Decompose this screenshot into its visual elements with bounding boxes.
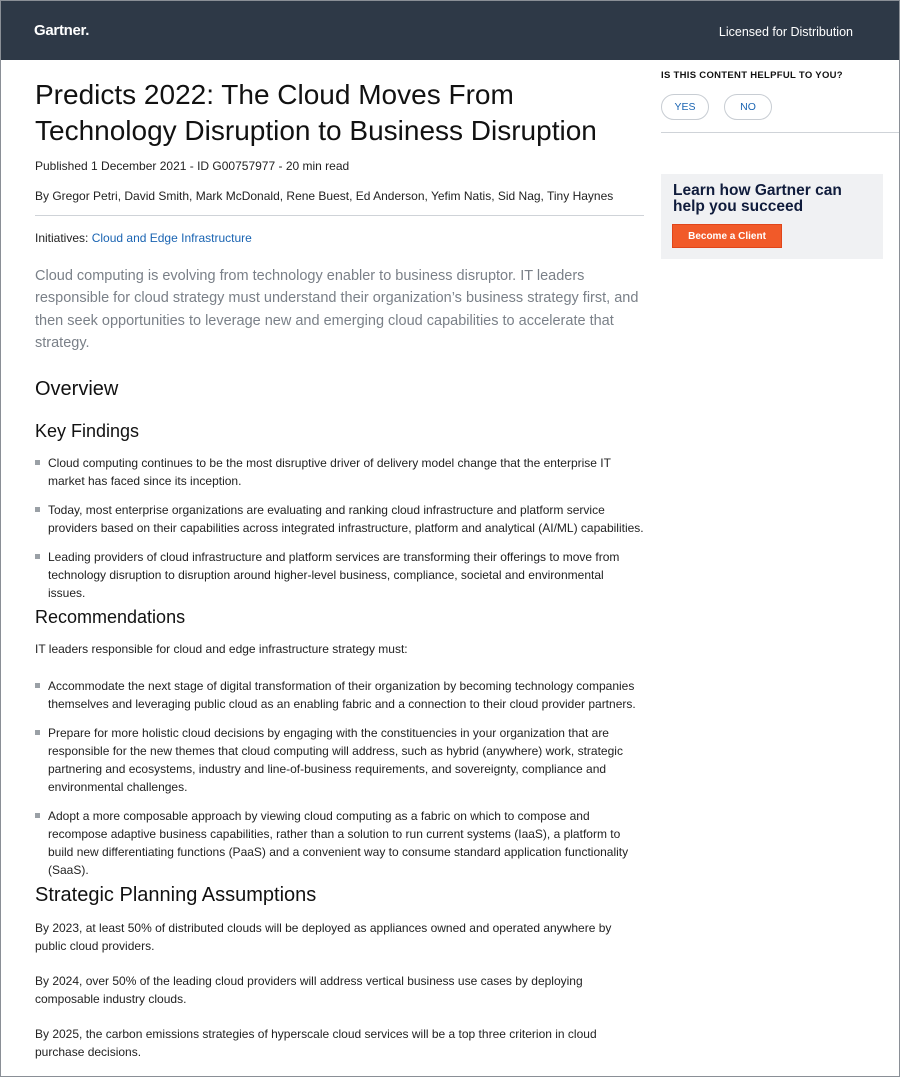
article-authors: By Gregor Petri, David Smith, Mark McDonald, Rene Buest, Ed Anderson, Yefim Natis, Sid Nag, Tiny Haynes xyxy=(35,189,614,203)
yes-button[interactable]: YES xyxy=(661,94,709,120)
overview-heading: Overview xyxy=(35,378,119,400)
sidebar-divider xyxy=(661,132,900,133)
list-item-text: Adopt a more composable approach by viewing cloud computing as a fabric on which to compose and recompose adaptive business capabilities, rather than a solution to run current systems (IaaS), a platform to build new differentiating functions (PaaS) and a convenient way to consume standard application functionality (SaaS). xyxy=(48,809,629,877)
no-button[interactable]: NO xyxy=(724,94,772,120)
list-item xyxy=(35,454,644,490)
initiatives-link[interactable]: Cloud and Edge Infrastructure xyxy=(91,231,252,245)
top-bar xyxy=(1,1,900,60)
bullet-square-icon xyxy=(35,813,40,818)
bullet-square-icon xyxy=(35,507,40,512)
list-item-text: Leading providers of cloud infrastructure and platform services are transforming their offerings to move from technology disruption to disruption around higher-level business, compliance, societal and environmental issues. xyxy=(48,550,620,600)
key-findings-heading: Key Findings xyxy=(35,421,140,441)
list-item-text: Cloud computing continues to be the most disruptive driver of delivery model change that the enterprise IT market has faced since its inception. xyxy=(48,456,611,488)
bullet-square-icon xyxy=(35,554,40,559)
header-divider xyxy=(35,215,644,216)
list-item xyxy=(35,807,644,879)
logo-text: Gartner xyxy=(34,22,86,39)
article-summary: Cloud computing is evolving from technology enabler to business disruptor. IT leaders responsible for cloud strategy must understand their organization’s business strategy first, and then seek opportunities to leverage new and emerging cloud capabilities to accelerate that strategy. xyxy=(35,268,639,351)
list-item xyxy=(35,548,644,602)
list-item xyxy=(35,501,644,537)
spa-heading: Strategic Planning Assumptions xyxy=(35,884,317,906)
initiatives-label: Initiatives: xyxy=(35,231,92,245)
initiatives xyxy=(35,231,252,245)
list-item xyxy=(35,724,644,796)
licensed-for-distribution: Licensed for Distribution xyxy=(718,25,853,39)
list-item xyxy=(35,677,644,713)
bullet-square-icon xyxy=(35,730,40,735)
spa-paragraph: By 2024, over 50% of the leading cloud providers will address vertical business use cases by deploying composable industry clouds. xyxy=(35,974,583,1006)
key-findings-list xyxy=(35,454,644,613)
bullet-square-icon xyxy=(35,683,40,688)
become-client-button[interactable]: Become a Client xyxy=(672,224,782,248)
list-item-text: Today, most enterprise organizations are evaluating and ranking cloud infrastructure and platform service providers based on their capabilities across integrated infrastructure, platform and analytical (AI/ML) capabilities. xyxy=(48,503,644,535)
promo-title: Learn how Gartner can help you succeed xyxy=(673,182,842,215)
spa-paragraph: By 2023, at least 50% of distributed clouds will be deployed as appliances owned and operated anywhere by public cloud providers. xyxy=(35,921,612,953)
helpful-question: IS THIS CONTENT HELPFUL TO YOU? xyxy=(661,70,843,81)
recommendations-intro: IT leaders responsible for cloud and edge infrastructure strategy must: xyxy=(35,642,408,656)
gartner-logo[interactable] xyxy=(34,22,89,39)
article-title: Predicts 2022: The Cloud Moves From Technology Disruption to Business Disruption xyxy=(35,79,597,146)
logo-dot: . xyxy=(85,22,90,39)
recommendations-heading: Recommendations xyxy=(35,607,186,627)
promo-card xyxy=(661,174,883,259)
article-meta: Published 1 December 2021 - ID G00757977 - 20 min read xyxy=(35,159,350,173)
spa-paragraph: By 2025, the carbon emissions strategies of hyperscale cloud services will be a top three criterion in cloud purchase decisions. xyxy=(35,1027,597,1059)
bullet-square-icon xyxy=(35,460,40,465)
recommendations-list xyxy=(35,677,644,890)
list-item-text: Prepare for more holistic cloud decisions by engaging with the constituencies in your organization that are responsible for the new themes that cloud computing will address, such as hybrid (anywhere) work, strategic partnering and ecosystems, industry and line-of-business requirements, and sovereignty, compliance and environmental challenges. xyxy=(48,726,623,794)
list-item-text: Accommodate the next stage of digital transformation of their organization by becoming technology companies themselves and leveraging public cloud as an enabling fabric and a connection to their cloud provider partners. xyxy=(48,679,636,711)
